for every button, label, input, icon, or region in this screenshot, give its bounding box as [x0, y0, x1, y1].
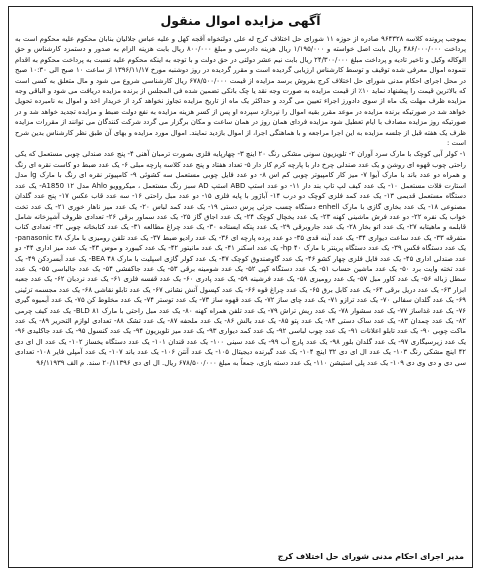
notice-title: آگهی مزایده اموال منقول: [160, 13, 321, 28]
notice-intro-paragraph: بموجب پرونده کلاسه ۹۶۴۳۲۸ صادره از حوزه ۱۱ شورای حل اختلاف کرج له علی دولتخواه آقجه کهل و علیه عباس جلالیان بنابان محکوم علیه محکوم است به پرداخت ۴۸۶/۰۰۰/۰۰۰ ریال بابت اصل خواسته و ۱/۱۹۵/۰۰۰ ریال هزینه دادرسی و مبلغ ۸۰۰/۰۰۰ ریال بابت هزینه الزام به صدور و دستمزد کارشناس و حق الوکاله وکیل و تاخیر تادیه و پرداخت مبلغ ۲۴/۳۰۰/۰۰۰ ریال بابت نیم عشر دولتی در حق دولت و با توجه به اینکه محکوم علیه نسبت به پرداخت محکوم به اقدام ننموده اموال معرفی شده توقیف و توسط کارشناس ارزیابی گردیده است و مقرر گردیده در روز دوشنبه مورخ ۱۳۹۶/۱۱/۱۷ از ساعت ۱۰ صبح الی ۱۰:۳۰ صبح در محل اجرای احکام مدنی شورای حل اختلاف کرج بفروش برسد مزایده از قیمت ۶۷۸/۵۰۰/۰۰۰ ریال کارشناسی شروع می شود و مال متعلق به کسی است که بالاترین قیمت را پیشنهاد نماید ۱۰٪ از قیمت مزایده به صورت وجه نقد یا چک بانکی تضمین شده فی المجلس از برنده مزایده دریافت می شود و الباقی وجه مزایده ظرف مهلت یک ماه از سوی دادورز اجراء تعیین می گردد و حداکثر یک ماه از تاریخ مزایده تجاوز نخواهد کرد از خریدار اخذ و اموال به نامبرده تحویل خواهد شد در صورتیکه برنده مزایده در موعد مقرر بقیه اموال را نپردازد سپرده او پس از کسر هزینه مزایده به نفع دولت ضبط و مزایده تجدید خواهد شد و در صورتیکه روز مزایده مصادف با ایام تعطیل شود مزایده فردای همان روز در همان ساعت و مکان برگزار می گردد شرکت کنندگان می توانند از مقررات مزایده ظرف یک هفته قبل از جلسه مزایده به این اجرا مراجعه و با هماهنگی اجرا، از اموال بازدید نمایند. اموال مورد مزایده و بهای آن طبق نظر کارشناس بدین شرح است :: [15, 35, 466, 148]
notice-items-paragraph: ۱- کولر آبی کوچک با مارک سرد آوران ۲- تلویزیون سونی مشکی رنگ ۲۰ اینچ ۳- چهارپایه فلزی بصورت ترمبان آهنی ۴- پنج عدد صندلی چوبی مستعمل که یکی راحتی چوب قهوه ای روشن و یک عدد صندلی چرخ دار با پارچه کرم کار دار ۵- تعداد هفتاد و پنج عدد کلاسه پارچه مبلی ۶- یک عدد ضبط دو کاست نقره ای رنگ و همراه دو عدد باند با مارک آیوا ۷- میز کار کامپیوتر چوبی کم اس ۸- دو عدد فایل چوبی مستعمل سه کشوئی ۹- کامپیوتر نقره ای رنگ با مارک lg مدل استارت فلات مستعمل ۱۰- یک عدد کیف لپ تاپ بند دار ۱۱- دو عدد استپ ABD استپ AD سبز رنگ مستعمل ، میکروویو Ahlo مدل A1850 ۱۲- یک عدد دستگاه مستعمل قدیمی ۱۳- یک عدد کمد فلزی کوچک دو درب ۱۴- آباژور با پایه فلزی ۱۵- دو عدد مبل راحتی ۱۶- سه عدد قاب عکس ۱۷- پنج عدد گلدان مصنوعی ۱۸- یک عدد بخاری گازی با مارک enhell دستگاه چسب جزئی پرس دستی ۱۹- یک عدد کمد لباس ۲۰- یک عدد میز ناهار خوری ۲۱- یک عدد تخت خواب یک نفره ۲۲- دو عدد فرش ماشینی کهنه ۲۳- یک عدد یخچال کوچک ۲۴- یک عدد اجاق گاز ۲۵- یک عدد سماور برقی ۲۶- تعدادی ظروف آشپزخانه شامل قابلمه و ماهیتابه ۲۷- یک عدد اتو بخار ۲۸- یک عدد جاروبرقی ۲۹- یک عدد پنکه ایستاده ۳۰- یک عدد چراغ مطالعه ۳۱- یک عدد کتابخانه چوبی ۳۲- تعدادی کتاب متفرقه ۳۳- یک عدد ساعت دیواری ۳۴- یک عدد آینه قدی ۳۵- دو عدد پرده پارچه ای ۳۶- یک عدد رادیو ضبط ۳۷- یک عدد تلفن رومیزی با مارک panasonic ۳۸- یک عدد دستگاه فکس ۳۹- یک عدد دستگاه پرینتر با مارک hp ۴۰- یک عدد اسکنر ۴۱- یک عدد مانیتور ۴۲- یک عدد کیبورد و موس ۴۳- یک عدد میز اداری ۴۴- دو عدد صندلی اداری ۴۵- یک عدد فایل فلزی چهار کشو ۴۶- یک عدد گاوصندوق کوچک ۴۷- یک عدد کولر گازی اسپلیت با مارک BEA ۴۸- یک عدد آبسردکن ۴۹- یک عدد تخته وایت برد ۵۰- یک عدد ماشین حساب ۵۱- یک عدد دستگاه کپی ۵۲- یک عدد شومینه برقی ۵۳- یک عدد جاکفشی ۵۴- یک عدد جالباسی ۵۵- یک عدد سطل زباله ۵۶- یک عدد کاور مبل ۵۷- یک عدد رومیزی ۵۸- یک عدد فرشینه ۵۹- یک عدد پادری ۶۰- یک عدد قفسه فلزی ۶۱- یک عدد نردبان ۶۲- یک عدد جعبه ابزار ۶۳- یک عدد دریل برقی ۶۴- یک عدد کابل برق ۶۵- یک عدد چراغ قوه ۶۶- یک عدد کپسول آتش نشانی ۶۷- یک عدد تابلو نقاشی ۶۸- یک عدد مجسمه تزئینی ۶۹- یک عدد گلدان سفالی ۷۰- یک عدد ترازو ۷۱- یک عدد چای ساز ۷۲- یک عدد قهوه ساز ۷۳- یک عدد توستر ۷۴- یک عدد مخلوط کن ۷۵- یک عدد آبمیوه گیری ۷۶- یک عدد غذاساز ۷۷- یک عدد سشوار ۷۸- یک عدد ریش تراش ۷۹- یک عدد تلفن همراه کهنه ۸۰- یک عدد مبل راحتی با مارک BLD ۸۱- یک عدد کیف چرمی ۸۲- یک عدد چمدان ۸۳- یک عدد ساک دستی ۸۴- یک عدد پتو ۸۵- یک عدد بالش ۸۶- یک عدد ملحفه ۸۷- یک عدد تشک ۸۸- تعدادی لوازم التحریر ۸۹- یک عدد ماکت چوبی ۹۰- یک عدد تابلو اعلانات ۹۱- یک عدد چوب لباسی ۹۲- یک عدد کمد دیواری ۹۳- یک عدد میز تلویزیون ۹۴- یک عدد کنسول ۹۵- یک عدد جاکلیدی ۹۶- یک عدد زیرسیگاری ۹۷- یک عدد گلدان بلور ۹۸- یک عدد پارچ آب ۹۹- یک عدد سینی ۱۰۰- یک عدد قندان ۱۰۱- یک عدد دستگاه یخساز ۱۰۲- یک عدد ال ای دی ۴۲ اینچ مشکی رنگ ۱۰۳- یک عدد ال ای دی ۳۲ اینچ ۱۰۴- یک عدد گیرنده دیجیتال ۱۰۵- یک عدد آنتن ۱۰۶- یک عدد باند ۱۰۷- یک عدد آمپلی فایر ۱۰۸- تعدادی سی دی و دی وی دی ۱۰۹- یک عدد پلی استیشن ۱۱۰- یک عدد دسته بازی، جمعاً به مبلغ ۶۷۸/۵۰۰/۰۰۰ ریال. ال ای دی ۲۰/۱۱۳۹۶ سند. م الف ۹۶/۱۱۹۳۹: [15, 150, 467, 367]
notice-signature: مدیر اجرای احکام مدنی شورای حل اختلاف کرج: [277, 552, 464, 561]
notice-page: [8, 6, 473, 568]
